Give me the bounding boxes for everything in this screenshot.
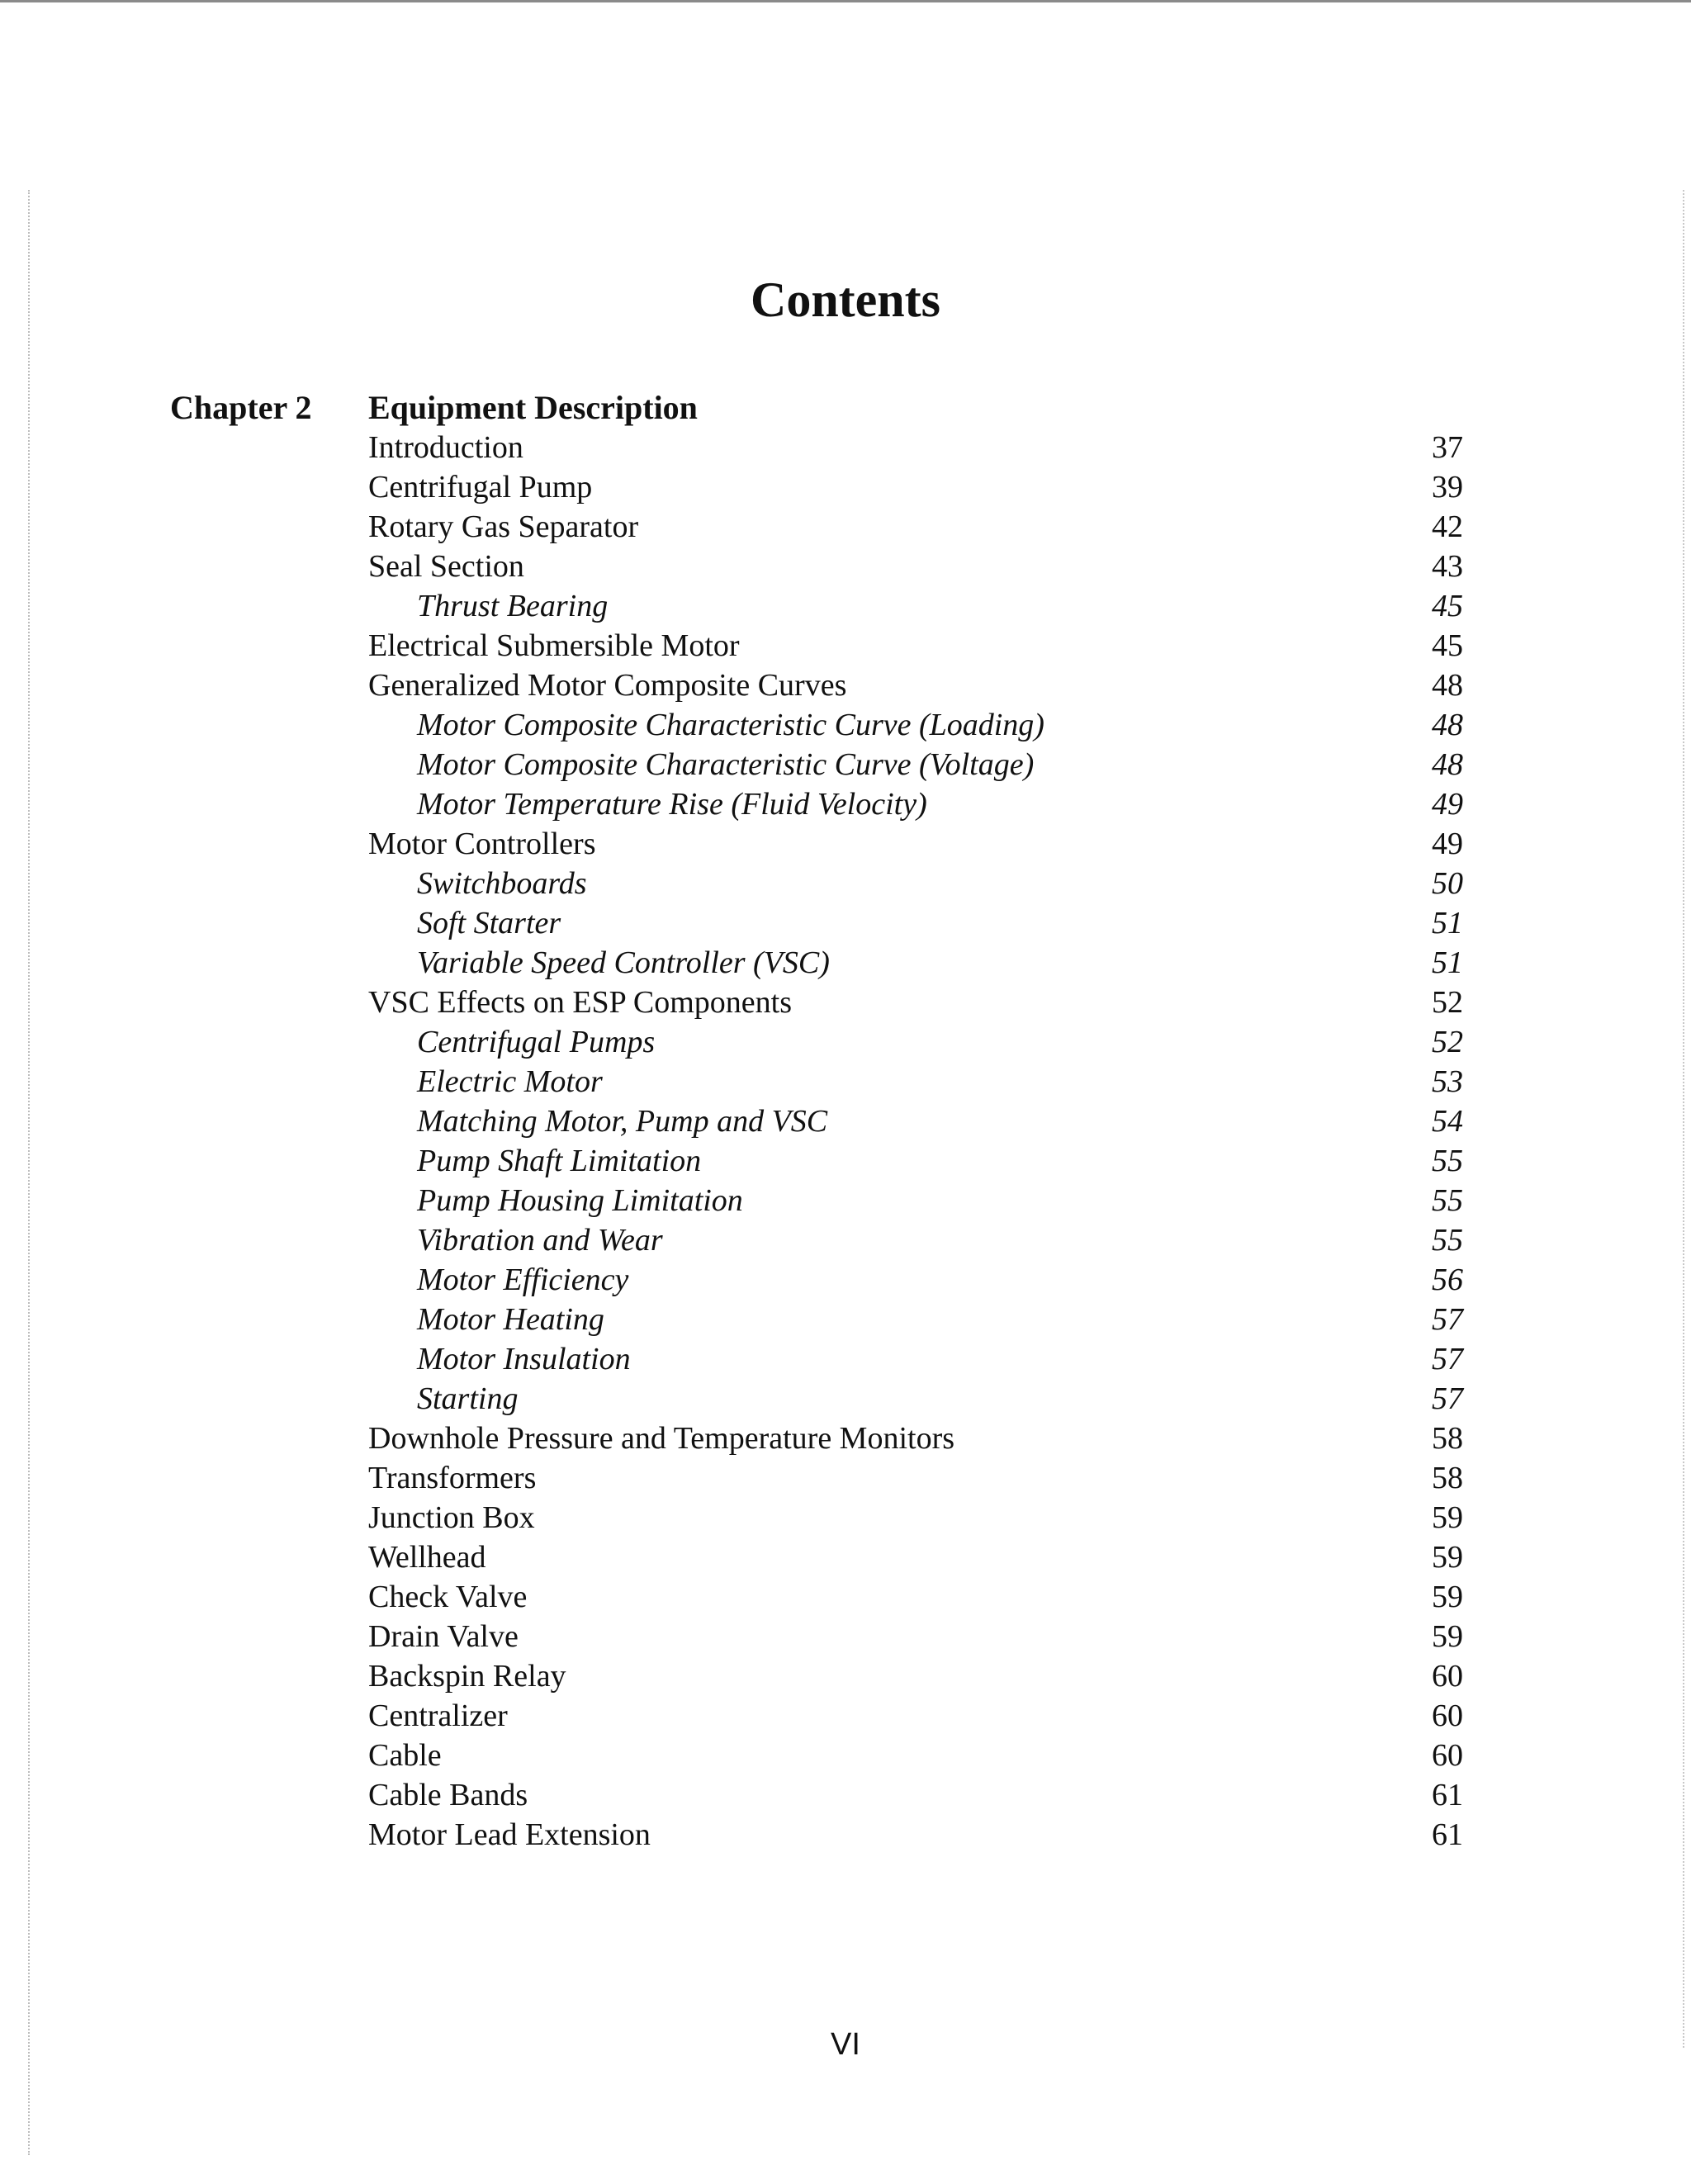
toc-entry-page-number: 48: [1432, 668, 1463, 703]
toc-entry: [0, 428, 1691, 467]
toc-entry-page-number: 37: [1432, 430, 1463, 465]
toc-subentry: [0, 1101, 1691, 1141]
toc-entry-title: Junction Box: [368, 1500, 535, 1535]
toc-entry-title: Pump Housing Limitation: [417, 1183, 743, 1218]
toc-entry-page-number: 60: [1432, 1698, 1463, 1733]
toc-entry-page-number: 48: [1432, 708, 1463, 742]
toc-entry-title: Motor Composite Characteristic Curve (Loading): [417, 708, 1044, 742]
toc-entry-title: Seal Section: [368, 549, 524, 584]
toc-entry-page-number: 59: [1432, 1500, 1463, 1535]
toc-entry-title: Transformers: [368, 1461, 537, 1495]
toc-entry: [0, 1656, 1691, 1696]
toc-entry-title: Thrust Bearing: [417, 589, 609, 623]
toc-entry: [0, 1617, 1691, 1656]
toc-entry: [0, 824, 1691, 864]
toc-entry-title: Motor Composite Characteristic Curve (Voltage): [417, 747, 1035, 782]
toc-entry-title: Cable: [368, 1738, 442, 1773]
toc-entry-title: Matching Motor, Pump and VSC: [417, 1104, 828, 1139]
toc-entry: [0, 1577, 1691, 1617]
toc-subentry: [0, 903, 1691, 943]
toc-entry: [0, 626, 1691, 666]
toc-subentry: [0, 1339, 1691, 1379]
toc-entry-page-number: 56: [1432, 1263, 1463, 1297]
toc-entry: [0, 666, 1691, 705]
page-number: VI: [831, 2027, 860, 2062]
toc-subentry: [0, 1181, 1691, 1220]
top-scan-rule: [0, 0, 1691, 2]
toc-entry-title: Rotary Gas Separator: [368, 509, 639, 544]
toc-entry-page-number: 59: [1432, 1580, 1463, 1614]
toc-entry-page-number: 49: [1432, 827, 1463, 861]
toc-entry: [0, 983, 1691, 1022]
toc-entry-page-number: 39: [1432, 470, 1463, 505]
toc-entry-title: Downhole Pressure and Temperature Monitors: [368, 1421, 955, 1456]
toc-entry: [0, 1537, 1691, 1577]
toc-entry-title: Electric Motor: [417, 1064, 603, 1099]
toc-entry-page-number: 54: [1432, 1104, 1463, 1139]
toc-subentry: [0, 1022, 1691, 1062]
toc-entry-title: Motor Insulation: [417, 1342, 631, 1376]
toc-entry-title: Backspin Relay: [368, 1659, 566, 1694]
toc-entry-title: Generalized Motor Composite Curves: [368, 668, 847, 703]
toc-entry-title: Wellhead: [368, 1540, 486, 1575]
toc-subentry: [0, 1379, 1691, 1419]
toc-entry-page-number: 51: [1432, 906, 1463, 940]
toc-entry-page-number: 48: [1432, 747, 1463, 782]
chapter-heading: Equipment Description: [368, 389, 698, 426]
toc-entries: [0, 428, 1691, 1855]
toc-entry-title: Centrifugal Pumps: [417, 1025, 656, 1059]
toc-subentry: [0, 586, 1691, 626]
toc-subentry: [0, 943, 1691, 983]
toc-entry: [0, 1498, 1691, 1537]
toc-subentry: [0, 1141, 1691, 1181]
toc-entry-page-number: 55: [1432, 1183, 1463, 1218]
toc-entry-title: Motor Efficiency: [417, 1263, 629, 1297]
toc-entry-title: Introduction: [368, 430, 523, 465]
toc-subentry: [0, 1062, 1691, 1101]
toc-subentry: [0, 1300, 1691, 1339]
toc-entry-page-number: 51: [1432, 945, 1463, 980]
toc-entry-page-number: 55: [1432, 1144, 1463, 1178]
toc-entry: [0, 1736, 1691, 1775]
toc-entry-page-number: 61: [1432, 1817, 1463, 1852]
toc-entry-page-number: 50: [1432, 866, 1463, 901]
toc-entry-page-number: 42: [1432, 509, 1463, 544]
toc-entry-title: Motor Lead Extension: [368, 1817, 651, 1852]
toc-entry-page-number: 61: [1432, 1778, 1463, 1812]
toc-subentry: [0, 784, 1691, 824]
toc-entry-page-number: 60: [1432, 1659, 1463, 1694]
chapter-label: Chapter 2: [170, 389, 312, 426]
toc-entry-title: Pump Shaft Limitation: [417, 1144, 702, 1178]
toc-entry-page-number: 43: [1432, 549, 1463, 584]
toc-entry-title: Switchboards: [417, 866, 587, 901]
toc-entry-page-number: 52: [1432, 985, 1463, 1020]
toc-entry-page-number: 58: [1432, 1461, 1463, 1495]
toc-entry-page-number: 60: [1432, 1738, 1463, 1773]
toc-subentry: [0, 745, 1691, 784]
toc-entry-page-number: 57: [1432, 1381, 1463, 1416]
toc-entry-title: Centralizer: [368, 1698, 508, 1733]
toc-entry-title: Motor Controllers: [368, 827, 596, 861]
toc-subentry: [0, 705, 1691, 745]
page-title: Contents: [750, 272, 940, 327]
toc-entry-title: Vibration and Wear: [417, 1223, 663, 1258]
toc-entry-title: VSC Effects on ESP Components: [368, 985, 793, 1020]
toc-subentry: [0, 864, 1691, 903]
toc-entry-title: Check Valve: [368, 1580, 528, 1614]
toc-entry: [0, 547, 1691, 586]
toc-entry-page-number: 52: [1432, 1025, 1463, 1059]
toc-entry: [0, 1775, 1691, 1815]
toc-entry-page-number: 57: [1432, 1302, 1463, 1337]
toc-entry-page-number: 55: [1432, 1223, 1463, 1258]
toc-entry-page-number: 59: [1432, 1619, 1463, 1654]
toc-entry-title: Soft Starter: [417, 906, 561, 940]
toc-entry-title: Motor Heating: [417, 1302, 604, 1337]
toc-entry-title: Drain Valve: [368, 1619, 519, 1654]
toc-entry: [0, 467, 1691, 507]
toc-entry-title: Starting: [417, 1381, 519, 1416]
toc-entry-title: Motor Temperature Rise (Fluid Velocity): [417, 787, 927, 822]
toc-entry: [0, 1815, 1691, 1855]
toc-subentry: [0, 1260, 1691, 1300]
toc-subentry: [0, 1220, 1691, 1260]
toc-entry-title: Centrifugal Pump: [368, 470, 593, 505]
toc-entry: [0, 1696, 1691, 1736]
toc-entry-page-number: 53: [1432, 1064, 1463, 1099]
toc-entry: [0, 1419, 1691, 1458]
toc-entry: [0, 1458, 1691, 1498]
toc-entry-title: Cable Bands: [368, 1778, 528, 1812]
toc-entry: [0, 507, 1691, 547]
toc-entry-title: Electrical Submersible Motor: [368, 628, 740, 663]
toc-entry-page-number: 59: [1432, 1540, 1463, 1575]
toc-entry-page-number: 58: [1432, 1421, 1463, 1456]
toc-entry-page-number: 45: [1432, 628, 1463, 663]
toc-entry-page-number: 49: [1432, 787, 1463, 822]
toc-entry-title: Variable Speed Controller (VSC): [417, 945, 830, 980]
toc-entry-page-number: 57: [1432, 1342, 1463, 1376]
toc-entry-page-number: 45: [1432, 589, 1463, 623]
